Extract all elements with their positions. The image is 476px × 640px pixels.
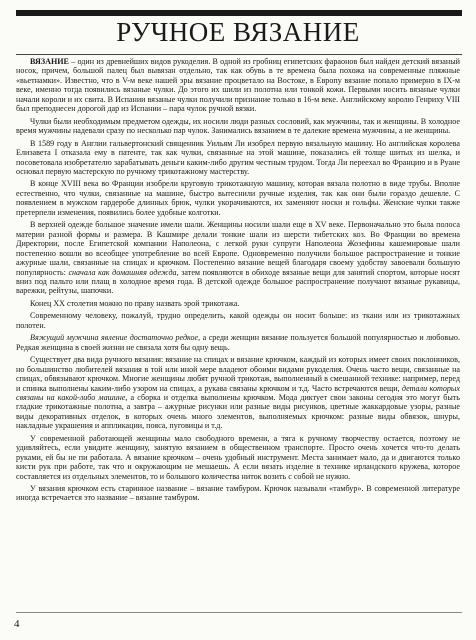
lead-term: ВЯЗАНИЕ [30,57,69,66]
paragraph-5-text-b: , затем появляются в обиходе вязаные вещи для занятий спортом, которые носят вниз под пальто или плащ в холодное время года. В детской одежде большое распространение получают вязаные рукавицы, варежки, рейтузы, шапочки. [16,267,460,296]
page-number: 4 [14,618,20,630]
paragraph-5-text-a: В верхней одежде большое значение имели шали. Женщины носили шали еще в XV веке. Первоначально это была полоса материи разной формы и размера. В Кашмире делали тонкие шали из шерсти тибетских коз. Во Франции во времена Директории, после Египетской компании Наполеона, с легкой руки супруги Наполеона Жозефины кашемировые шали постепенно вошли во всеобщее употребление во всей Европе. Одновременно получили большое распространение и тонкие ажурные шали, связанные на спицах и крючком. Постепенно вязание вещей благодаря своему удобству завоевали большую популярность: [16,220,460,277]
paragraph-10: У современной работающей женщины мало свободного времени, а тяга к ручному творчеству остается, поэтому не удивляйтесь, если увидите женщину, занятую вязанием в общественном транспорте. Просто очень хочется что-то делать руками, ей бы не пи работала. А вязание крючком – очень удобный инструмент. Места занимает мало, да и двигаются только кисти рук при работе, так что и окружающим не мешаешь. А если вязать изделие в технике ирландского кружева, которое составляется из отдельных элементов, то и большого количества ниток возить с собой не нужно. [16,433,460,481]
top-rule [16,10,462,16]
paragraph-7: Современному человеку, пожалуй, трудно определить, какой одежды он носит больше: из ткани или из трикотажных полотен. [16,311,460,330]
paragraph-4: В конце XVIII века во Франции изобрели круговую трикотажную машину, которая вязала полотно в виде трубы. Вполне естественно, что чулки, связанные на машине, быстро вытеснили ручные изделия, так как они были гораздо дешевле. С появлением в мужском гардеробе длинных брюк, чулки укорачиваются, их заменяют носки и гольфы. Женские чулки также претерпели изменения, появились более удобные колготки. [16,179,460,217]
paragraph-6: Конец XX столетия можно по праву назвать эрой трикотажа. [30,298,240,308]
title-rule [16,54,462,55]
paragraph-1 [16,57,460,114]
paragraph-9-text-b: , а сборка и отделка выполнены крючком. Мода диктует свои законы сегодня это могут быть гладкие трикотажные полотна, а завтра – ажурные рисунки или разные виды рисунков, цветные жаккардовые узоры, разные виды декоративных отделок, в которых очень много элементов, выполняемых крючком: разные виды обвязок, шнуры, накладные украшения и аппликации, пояса, пуговицы и т.д. [16,392,460,431]
paragraph-8-text: , а среди женщин вязание пользуется большой популярностью и любовью. Редкая женщина в своей жизни не связала хотя бы одну вещь. [16,333,461,352]
paragraph-11: У вязания крючком есть старинное название – вязание тамбуром. Крючок называли «тамбур». В современной литературе иногда встречается это название – вязание тамбуром. [16,484,460,503]
paragraph-3: В 1589 году в Англии гальвертонский священник Уильям Ли изобрел первую вязальную машину. Но английская королева Елизавета I отказала ему в патенте, так как чулки, связанные на этой машине, показались ей толще шитых из шелка, и посоветовала изобретателю зарабатывать деньги каким-либо другим честным трудом. Тогда Ли переехал во Францию и в Руане основал первую мастерскую по ручному трикотажному мастерству. [16,138,460,176]
paragraph-9-emphasis: детали которых связаны на какой-либо машине [16,383,461,402]
paragraph-5 [16,220,460,296]
page-title: РУЧНОЕ ВЯЗАНИЕ [116,17,360,47]
paragraph-1-text: – один из древнейших видов рукоделия. В одной из гробниц египетских фараонов был найден детский вязаный носок, причем, большой палец был вывязан отдельно, так как обувь в те времена была похожа на современные пляжные «вьетнамки». Известно, что в V-м веке нашей эры вязание процветало на Востоке, в Европу вязание попало примерно в IX-м веке, именно тогда появились вязаные чулки. До этого их шили из полотна или тонкой кожи. Первыми носить вязаные чулки начали короли и их свита. В Испании вязаные чулки получили признание только в 16-м веке. Английскому королю Генриху VIII был преподнесен дорогой дар из Испании – пара чулок ручной вязки. [16,57,460,114]
footer-rule [16,612,462,613]
paragraph-8 [16,333,460,352]
paragraph-9 [16,355,460,431]
article-body [16,57,460,506]
paragraph-2: Чулки были необходимым предметом одежды, их носили люди разных сословий, как мужчины, так и женщины. В холодное время мужчины надевали сразу по несколько пар чулок. Занимались вязанием в те далекие времена мужчины, а не женщины. [16,116,460,136]
paragraph-8-emphasis: Вяжущий мужчина явление достаточно редкое [30,333,199,343]
paragraph-9-text-a: Существует два вида ручного вязания: вязание на спицах и вязание крючком, каждый из которых имеет своих поклонников, но большинство любителей вязания в той или иной мере владеют обоими видами рукоделия. Очень часто вещи, связанные на спицах, обвязывают крючком. Многие женщины любят ручной трикотаж, выполненный в смешанной технике: например, перед и спинка выполнены каким-либо узором на спицах, а рукава связаны крючком и т.д. Часто встречаются вещи, [16,355,460,393]
paragraph-5-emphasis: сначала как домашняя одежда [68,267,177,277]
